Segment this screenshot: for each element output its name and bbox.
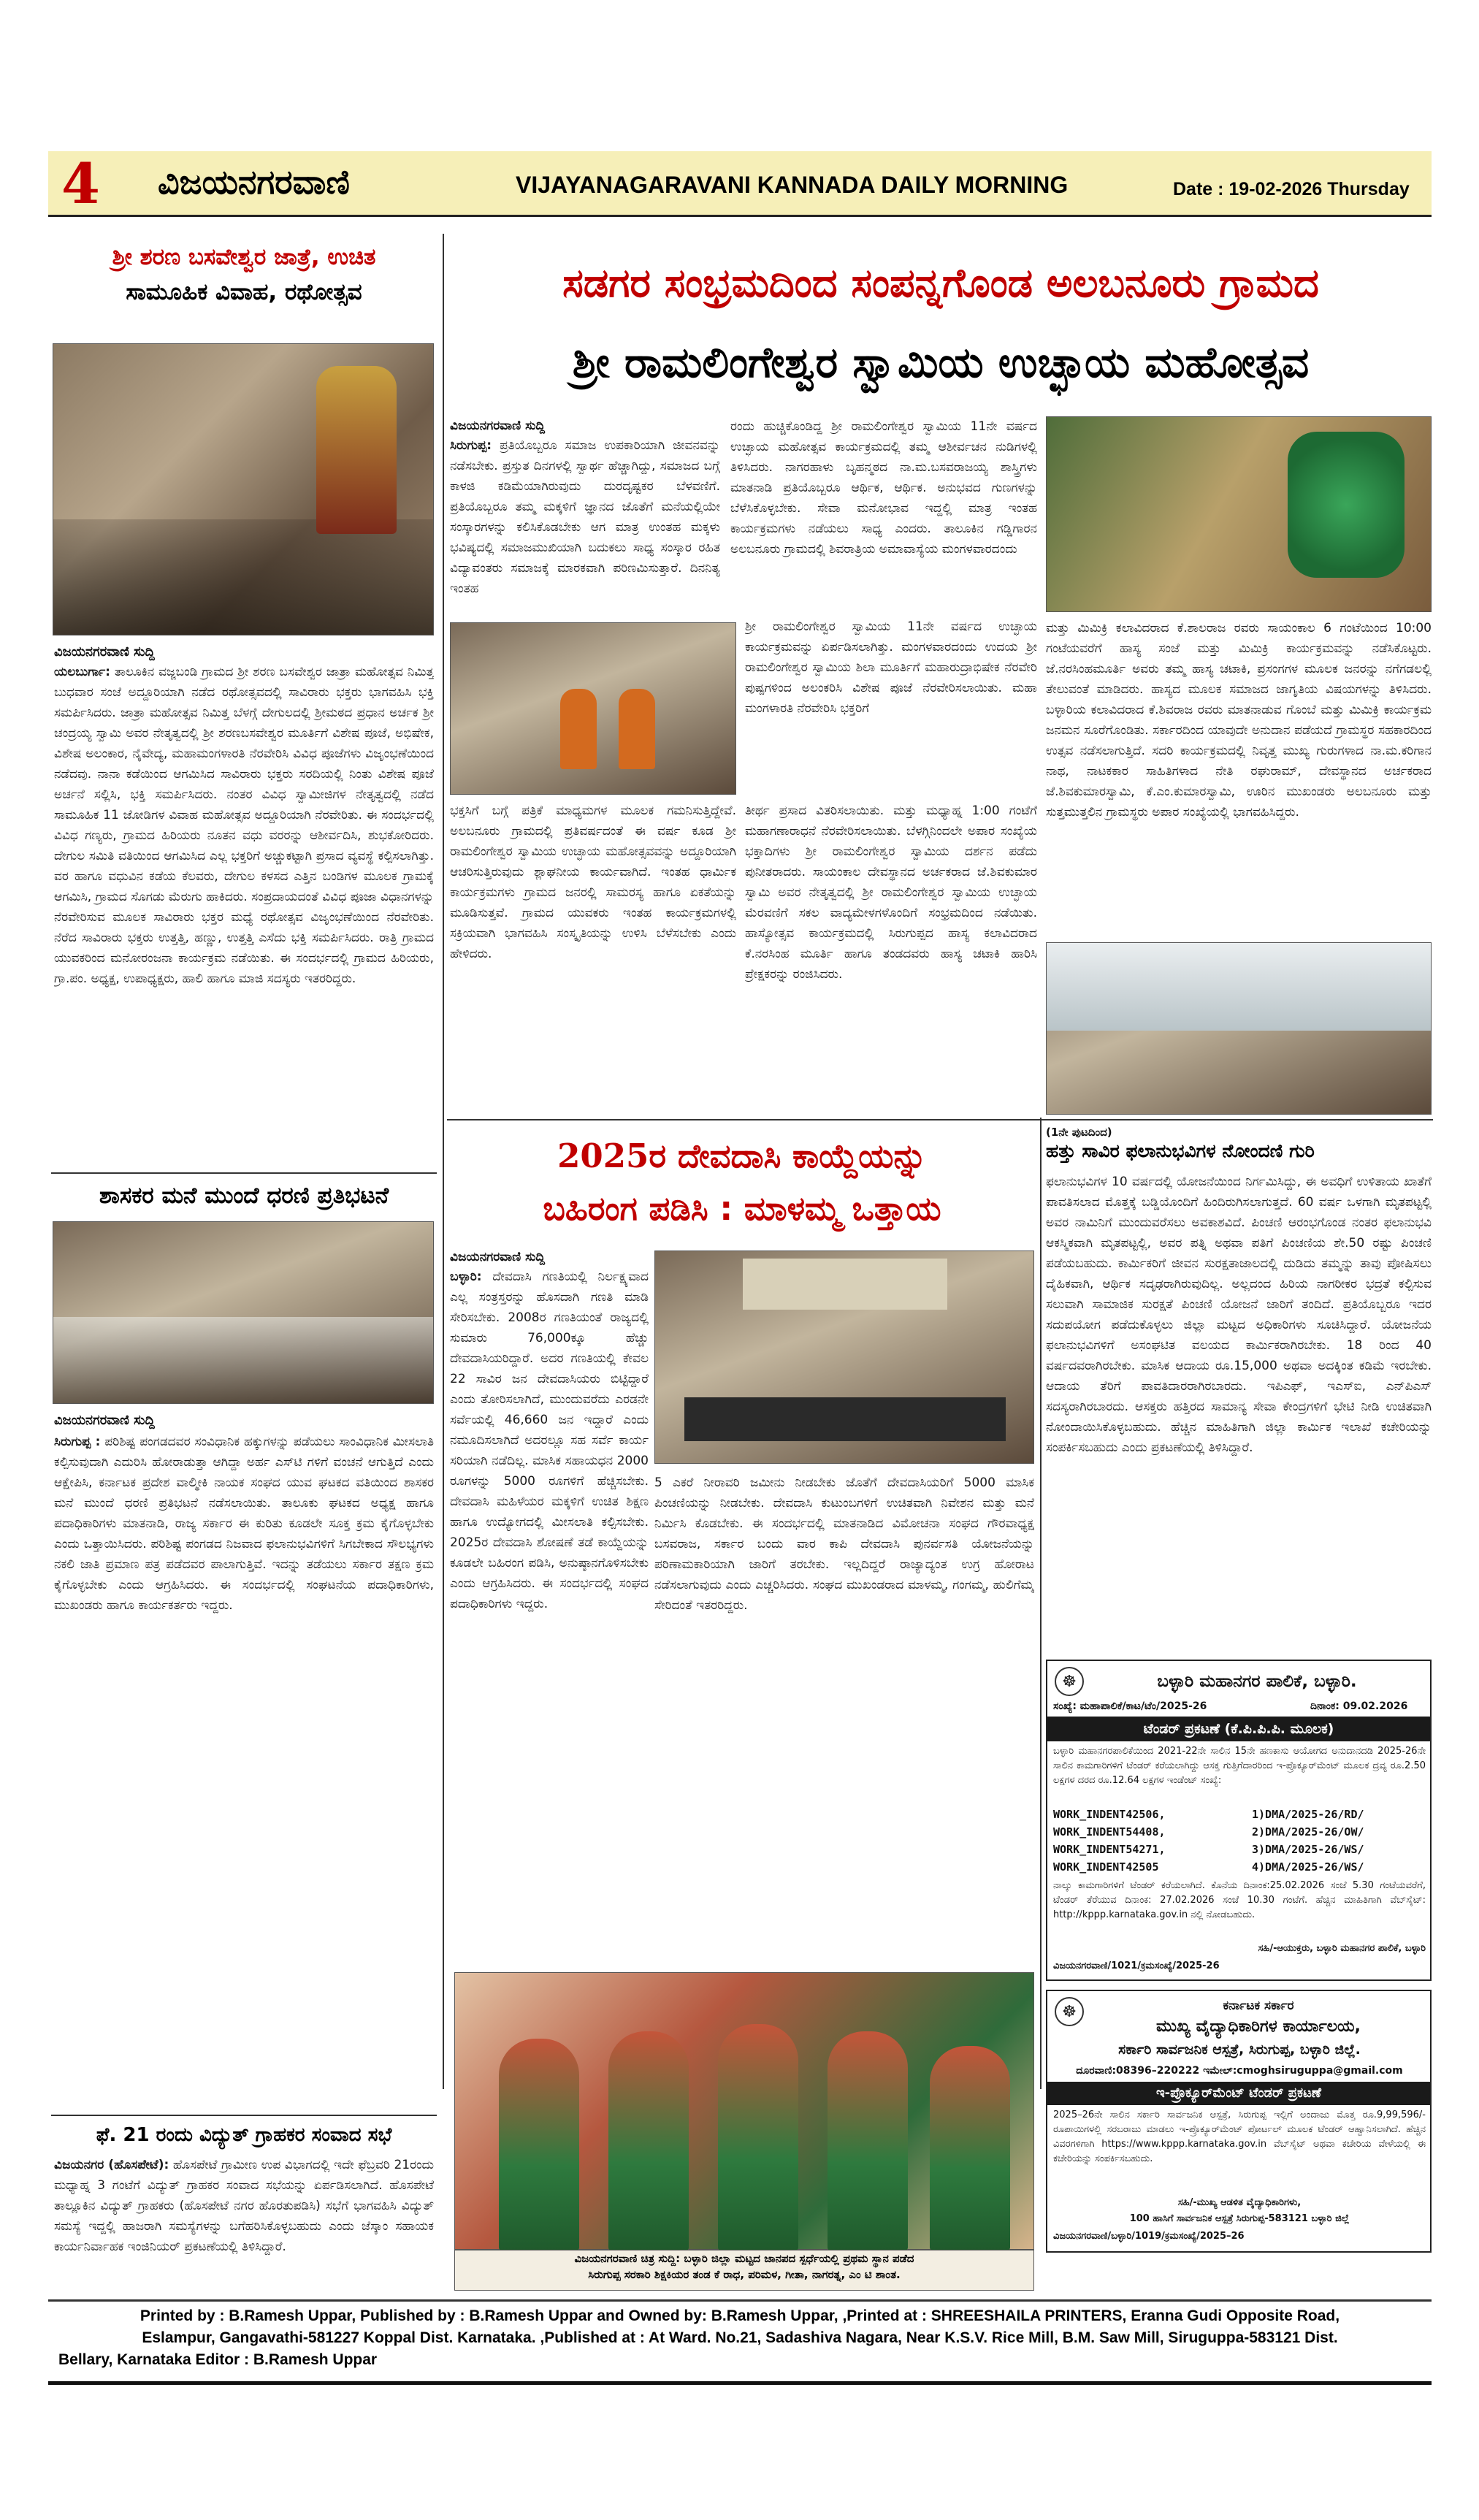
tender-indent-left: WORK_INDENT54408, — [1053, 1825, 1166, 1839]
tender-footer: ವಿಜಯನಗರವಾಣಿ/1021/ಕ್ರಮಸಂಖ್ಯೆ/2025-26 — [1053, 1960, 1220, 1971]
lead-col-right1: ಮತ್ತು ಮಿಮಿಕ್ರಿ ಕಲಾವಿದರಾದ ಕೆ.ಶಾಲರಾಜ ರವರು ಸಾಯಂಕಾಲ 6 ಗಂಟೆಯಿಂದ 10:00 ಗಂಟೆಯವರೆಗೆ ಹಾಸ್ಯ ಸಂಜೆ ಮತ್ತು ಮಿಮಿಕ್ರಿ ಕಾರ್ಯಕ್ರಮವನ್ನು ನಡೆಸಿಕೊಟ್ಟರು. ಜೆ.ನರಸಿಂಹಮೂರ್ತಿ ಅವರು ತಮ್ಮ ಹಾಸ್ಯ ಚಟಾಕಿ, ಪ್ರಸಂಗಗಳ ಮೂಲಕ ಜನರನ್ನು ನಗೆಗಡಲಲ್ಲಿ ತೇಲುವಂತೆ ಮಾಡಿದರು. ಹಾಸ್ಯದ ಮೂಲಕ ಸಮಾಜದ ಜಾಗೃತಿಯ ವಿಷಯಗಳನ್ನು ತಿಳಿಸಿದರು. ಬಳ್ಳಾರಿಯ ಕಲಾವಿದರಾದ ಕೆ.ಶಿವರಾಜ ರವರು ಮಾತನಾಡುವ ಗೊಂಬೆ ಮತ್ತು ಮಿಮಿಕ್ರಿ ಕಾರ್ಯಕ್ರಮ ಜನಮನ ಸೂರೆಗೊಂಡಿತು. ಸರ್ಕಾರದಿಂದ ಯಾವುದೇ ಅನುದಾನ ಪಡೆಯದೆ ಗ್ರಾಮಸ್ಥರ ಸಹಕಾರದಿಂದ ಉತ್ಸವ ನಡೆಸಲಾಗುತ್ತಿದೆ. ಸದರಿ ಕಾರ್ಯಕ್ರಮದಲ್ಲಿ ನಿವೃತ್ತ ಮುಖ್ಯ ಗುರುಗಳಾದ ನಾ.ಮ.ಕರಿಗಾನ ನಾಥ, ನಾಟಕಕಾರ ಸಾಹಿತಿಗಳಾದ ನೇತಿ ರಘುರಾಮ್, ದೇವಸ್ಥಾನದ ಅರ್ಚಕರಾದ ಜೆ.ಶಿವಕುಮಾರಸ್ವಾಮಿ, ಕೆ.ಎಂ.ಕುಮಾರಸ್ವಾಮಿ, ಊರಿನ ಮುಖಂಡರು ಅಲಬನೂರು ಮತ್ತು ಸುತ್ತಮುತ್ತಲಿನ ಗ್ರಾಮಸ್ಥರು ಅಪಾರ ಸಂಖ್ಯೆಯಲ್ಲಿ ಭಾಗವಹಿಸಿದ್ದರು. — [1046, 621, 1432, 820]
left-story2-body-text: ಪರಿಶಿಷ್ಟ ಪಂಗಡದವರ ಸಂವಿಧಾನಿಕ ಹಕ್ಕುಗಳನ್ನು ಪಡೆಯಲು ಸಾಂವಿಧಾನಿಕ ಮೀಸಲಾತಿ ಕಲ್ಪಿಸುವುದಾಗಿ ಎದುರಿಸಿ ಹೋರಾಡುತ್ತಾ ಆಗಿದ್ದಾ ಅರ್ಹ ಎಸ್‌ಟಿ ಗಳಿಗೆ ವಂಚನೆ ಆಗುತ್ತಿದೆ ಎಂದು ಆಕ್ಷೇಪಿಸಿ, ಕರ್ನಾಟಕ ಪ್ರದೇಶ ವಾಲ್ಮೀಕಿ ನಾಯಕ ಸಂಘದ ಯುವ ಘಟಕದ ವತಿಯಿಂದ ಶಾಸಕರ ಮನೆ ಮುಂದೆ ಧರಣಿ ಪ್ರತಿಭಟನೆ ನಡೆಸಲಾಯಿತು. ತಾಲೂಕು ಘಟಕದ ಅಧ್ಯಕ್ಷ ಹಾಗೂ ಪದಾಧಿಕಾರಿಗಳು ಮಾತನಾಡಿ, ರಾಜ್ಯ ಸರ್ಕಾರ ಈ ಕುರಿತು ಕೂಡಲೇ ಸೂಕ್ತ ಕ್ರಮ ಕೈಗೊಳ್ಳಬೇಕು ಎಂದು ಒತ್ತಾಯಿಸಿದರು. ಪರಿಶಿಷ್ಟ ಪಂಗಡದ ನಿಜವಾದ ಫಲಾನುಭವಿಗಳಿಗೆ ಸಿಗಬೇಕಾದ ಸೌಲಭ್ಯಗಳು ನಕಲಿ ಜಾತಿ ಪ್ರಮಾಣ ಪತ್ರ ಪಡೆದವರ ಪಾಲಾಗುತ್ತಿವೆ. ಇದನ್ನು ತಡೆಯಲು ಸರ್ಕಾರ ತಕ್ಷಣ ಕ್ರಮ ಕೈಗೊಳ್ಳಬೇಕು ಎಂದು ಆಗ್ರಹಿಸಿದರು. ಈ ಸಂದರ್ಭದಲ್ಲಿ ಸಂಘಟನೆಯ ಪದಾಧಿಕಾರಿಗಳು, ಮುಖಂಡರು ಹಾಗೂ ಕಾರ್ಯಕರ್ತರು ಇದ್ದರು. — [54, 1435, 434, 1613]
folk-team-caption-line1: ವಿಜಯನಗರವಾಣಿ ಚಿತ್ರ ಸುದ್ದಿ: ಬಳ್ಳಾರಿ ಜಿಲ್ಲಾ ಮಟ್ಟದ ಜಾನಪದ ಸ್ಪರ್ಧೆಯಲ್ಲಿ ಪ್ರಥಮ ಸ್ಥಾನ ಪಡೆದ — [574, 2252, 914, 2265]
lead-headline: ಸಡಗರ ಸಂಭ್ರಮದಿಂದ ಸಂಪನ್ನಗೊಂಡ ಅಲಬನೂರು ಗ್ರಾಮದ — [562, 260, 1319, 306]
devadasi-col1-text: ದೇವದಾಸಿ ಗಣತಿಯಲ್ಲಿ ನಿರ್ಲಕ್ಷ್ಯವಾದ ಎಲ್ಲ ಸಂತ್ರಸ್ತರನ್ನು ಹೊಸದಾಗಿ ಗಣತಿ ಮಾಡಿ ಸೇರಿಸಬೇಕು. 2008ರ ಗಣತಿಯಂತೆ ರಾಜ್ಯದಲ್ಲಿ ಸುಮಾರು 76,000ಕ್ಕೂ ಹೆಚ್ಚು ದೇವದಾಸಿಯರಿದ್ದಾರೆ. ಅದರ ಗಣತಿಯಲ್ಲಿ ಕೇವಲ 22 ಸಾವಿರ ಜನ ದೇವದಾಸಿಯರು ಬಿಟ್ಟಿದ್ದಾರೆ ಎಂದು ತೋರಿಸಲಾಗಿದೆ, ಮುಂದುವರೆದು ಎರಡನೇ ಸರ್ವೆಯಲ್ಲಿ 46,660 ಜನ ಇದ್ದಾರೆ ಎಂದು ನಮೂದಿಸಲಾಗಿದೆ ಅದರಲ್ಲೂ ಸಹ ಸರ್ವೆ ಕಾರ್ಯ ಸರಿಯಾಗಿ ನಡೆದಿಲ್ಲ. ಮಾಸಿಕ ಸಹಾಯಧನ 2000 ರೂಗಳನ್ನು 5000 ರೂಗಳಿಗೆ ಹೆಚ್ಚಿಸಬೇಕು. ದೇವದಾಸಿ ಮಹಿಳೆಯರ ಮಕ್ಕಳಿಗೆ ಉಚಿತ ಶಿಕ್ಷಣ ಹಾಗೂ ಉದ್ಯೋಗದಲ್ಲಿ ಮೀಸಲಾತಿ ಕಲ್ಪಿಸಬೇಕು. 2025ರ ದೇವದಾಸಿ ಶೋಷಣೆ ತಡೆ ಕಾಯ್ದೆಯನ್ನು ಕೂಡಲೇ ಬಹಿರಂಗ ಪಡಿಸಿ, ಅನುಷ್ಠಾನಗೊಳಿಸಬೇಕು ಎಂದು ಆಗ್ರಹಿಸಿದರು. ಈ ಸಂದರ್ಭದಲ್ಲಿ ಸಂಘದ ಪದಾಧಿಕಾರಿಗಳು ಇದ್ದರು. — [450, 1269, 649, 1611]
devadasi-byline: ವಿಜಯನಗರವಾಣಿ ಸುದ್ದಿ — [450, 1250, 546, 1264]
beneficiary-tag: (1ನೇ ಪುಟದಿಂದ) — [1046, 1126, 1112, 1139]
left-story3-body-text: ಹೊಸಪೇಟೆ ಗ್ರಾಮೀಣ ಉಪ ವಿಭಾಗದಲ್ಲಿ ಇದೇ ಫೆಬ್ರವರಿ 21ರಂದು ಮಧ್ಯಾಹ್ನ 3 ಗಂಟೆಗೆ ವಿದ್ಯುತ್ ಗ್ರಾಹಕರ ಸಂವಾದ ಸಭೆಯನ್ನು ಏರ್ಪಡಿಸಲಾಗಿದೆ. ಹೊಸಪೇಟೆ ತಾಲ್ಲೂಕಿನ ವಿದ್ಯುತ್ ಗ್ರಾಹಕರು (ಹೊಸಪೇಟೆ ನಗರ ಹೊರತುಪಡಿಸಿ) ಸಭೆಗೆ ಭಾಗವಹಿಸಿ ವಿದ್ಯುತ್ ಸಮಸ್ಯೆ ಇದ್ದಲ್ಲಿ ಹಾಜರಾಗಿ ಸಮಸ್ಯೆಗಳನ್ನು ಬಗೆಹರಿಸಿಕೊಳ್ಳಬಹುದು ಎಂದು ಜೆಸ್ಕಾಂ ಸಹಾಯಕ ಕಾರ್ಯನಿರ್ವಾಹಕ ಇಂಜಿನಿಯರ್ ಪ್ರಕಟಣೆಯಲ್ಲಿ ತಿಳಿಸಿದ್ದಾರೆ. — [54, 2158, 434, 2254]
crowd-shape — [53, 519, 433, 635]
stage-backdrop-shape — [1047, 943, 1431, 1031]
hospital-signature-place: 100 ಹಾಸಿಗೆ ಸಾರ್ವಜನಿಕ ಆಸ್ಪತ್ರೆ ಸಿರುಗುಪ್ಪ-583121 ಬಳ್ಳಾರಿ ಜಿಲ್ಲೆ — [1129, 2213, 1350, 2224]
hospital-footer: ವಿಜಯನಗರವಾಣಿ/ಬಳ್ಳಾರಿ/1019/ಕ್ರಮಸಂಖ್ಯೆ/2025–26 — [1053, 2231, 1245, 2242]
beneficiary-headline: ಹತ್ತು ಸಾವಿರ ಫಲಾನುಭವಿಗಳ ನೋಂದಣಿ ಗುರಿ — [1046, 1140, 1315, 1161]
idol-float-shape — [1288, 432, 1405, 578]
emblem-icon: ☸ — [1055, 1997, 1084, 2026]
lead-col-lower2: ತೀರ್ಥ ಪ್ರಸಾದ ವಿತರಿಸಲಾಯಿತು. ಮತ್ತು ಮಧ್ಯಾಹ್ನ 1:00 ಗಂಟೆಗೆ ಮಹಾಗಣಾರಾಧನೆ ನೆರವೇರಿಸಲಾಯಿತು. ಬೆಳಗ್ಗಿನಿಂದಲೇ ಅಪಾರ ಸಂಖ್ಯೆಯ ಭಕ್ತಾದಿಗಳು ಶ್ರೀ ರಾಮಲಿಂಗೇಶ್ವರ ಸ್ವಾಮಿಯ ದರ್ಶನ ಪಡೆದು ಪುನೀತರಾದರು. ಸಾಯಂಕಾಲ ದೇವಸ್ಥಾನದ ಅರ್ಚಕರಾದ ಜೆ.ಶಿವಕುಮಾರ ಸ್ವಾಮಿ ಅವರ ನೇತೃತ್ವದಲ್ಲಿ ಶ್ರೀ ರಾಮಲಿಂಗೇಶ್ವರ ಸ್ವಾಮಿಯ ಉಚ್ಛಾಯ ಮೆರವಣಿಗೆ ಸಕಲ ವಾದ್ಯಮೇಳಗಳೊಂದಿಗೆ ಸಂಭ್ರಮದಿಂದ ನಡೆಯಿತು. ಹಾಸ್ಯೋತ್ಸವ ಕಾರ್ಯಕ್ರಮದಲ್ಲಿ ಸಿರುಗುಪ್ಪದ ಹಾಸ್ಯ ಕಲಾವಿದರಾದ ಕೆ.ನರಸಿಂಹ ಮೂರ್ತಿ ಹಾಗೂ ತಂಡದವರು ಹಾಸ್ಯ ಚಟಾಕಿ ಹಾರಿಸಿ ಪ್ರೇಕ್ಷಕರನ್ನು ರಂಜಿಸಿದರು. — [745, 803, 1037, 982]
imprint-rule — [48, 2381, 1432, 2385]
left-story1-dateline: ಯಲಬುರ್ಗಾ: — [54, 665, 110, 679]
tender-band: ಟೆಂಡರ್ ಪ್ರಕಟಣೆ (ಕೆ.ಪಿ.ಪಿ.ಪಿ. ಮೂಲಕ) — [1047, 1717, 1430, 1741]
dancer-shape — [718, 2024, 798, 2250]
imprint — [48, 2305, 1432, 2378]
column-divider — [443, 234, 444, 2089]
lead-byline: ವಿಜಯನಗರವಾಣಿ ಸುದ್ದಿ — [450, 419, 546, 433]
lead-col1 — [450, 435, 720, 616]
imprint-line1: Printed by : B.Ramesh Uppar, Published by : B.Ramesh Uppar and Owned by: B.Ramesh Uppar, ,Printed at : SHREESHAILA PRINTERS, Eranna Gudi Opposite Road, — [140, 2307, 1340, 2324]
left-story2-headline: ಶಾಸಕರ ಮನೆ ಮುಂದೆ ಧರಣಿ ಪ್ರತಿಭಟನೆ — [99, 1183, 389, 1209]
emblem-icon: ☸ — [1055, 1667, 1084, 1696]
left-story1-headline-2: ಸಾಮೂಹಿಕ ವಿವಾಹ, ರಥೋತ್ಸವ — [126, 279, 362, 305]
banner-shape — [743, 1259, 947, 1310]
lead-dateline: ಸಿರುಗುಪ್ಪ: — [450, 438, 492, 453]
table-shape — [684, 1397, 1006, 1441]
left-story1-body-text: ತಾಲೂಕಿನ ವಜ್ಜಬಂಡಿ ಗ್ರಾಮದ ಶ್ರೀ ಶರಣ ಬಸವೇಶ್ವರ ಜಾತ್ರಾ ಮಹೋತ್ಸವ ನಿಮಿತ್ತ ಬುಧವಾರ ಸಂಜೆ ಅದ್ದೂರಿಯಾಗಿ ನಡೆದ ರಥೋತ್ಸವದಲ್ಲಿ ಸಾವಿರಾರು ಭಕ್ತರು ಭಾಗವಹಿಸಿ ಭಕ್ತಿ ಸಮರ್ಪಿಸಿದರು. ಜಾತ್ರಾ ಮಹೋತ್ಸವ ನಿಮಿತ್ತ ಬೆಳಗ್ಗೆ ದೇಗುಲದಲ್ಲಿ ಶ್ರೀಮಠದ ಪ್ರಧಾನ ಅರ್ಚಕ ಶ್ರೀ ಚಂದ್ರಯ್ಯ ಸ್ವಾಮಿ ಅವರ ನೇತೃತ್ವದಲ್ಲಿ ಶ್ರೀ ಶರಣಬಸವೇಶ್ವರ ಮೂರ್ತಿಗೆ ವಿಶೇಷ ಪೂಜೆ, ಅಭಿಷೇಕ, ವಿಶೇಷ ಅಲಂಕಾರ, ನೈವೇದ್ಯ, ಮಹಾಮಂಗಳಾರತಿ ನೆರವೇರಿಸಿ ವಿವಿಧ ಪೂಜೆಗಳು ವಿಜೃಂಭಣೆಯಿಂದ ನಡೆದವು. ನಾನಾ ಕಡೆಯಿಂದ ಆಗಮಿಸಿದ ಸಾವಿರಾರು ಭಕ್ತರು ಸರದಿಯಲ್ಲಿ ನಿಂತು ವಿಶೇಷ ಪೂಜೆ ಅರ್ಚನೆ ಸಲ್ಲಿಸಿ, ಭಕ್ತಿ ಸಮರ್ಪಿಸಿದರು. ನಂತರ ವಿವಿಧ ಸ್ವಾಮೀಜಿಗಳ ನೇತೃತ್ವದಲ್ಲಿ ನಡೆದ ಸಾಮೂಹಿಕ 11 ಜೋಡಿಗಳ ವಿವಾಹ ಮಹೋತ್ಸವ ಅದ್ದೂರಿಯಾಗಿ ನೆರವೇರಿತು. ಈ ಸಂದರ್ಭದಲ್ಲಿ ವಿವಿಧ ಗಣ್ಯರು, ಗ್ರಾಮದ ಹಿರಿಯರು ನೂತನ ವಧು ವರರನ್ನು ಆಶೀರ್ವದಿಸಿ, ಶುಭಕೋರಿದರು. ದೇಗುಲ ಸಮಿತಿ ವತಿಯಿಂದ ಆಗಮಿಸಿದ ಎಲ್ಲ ಭಕ್ತರಿಗೆ ಅಚ್ಚುಕಟ್ಟಾಗಿ ಪ್ರಸಾದ ವ್ಯವಸ್ಥೆ ಕಲ್ಪಿಸಲಾಗಿತ್ತು. ವರ ಹಾಗೂ ವಧುವಿನ ಕಡೆಯ ಕೆಲವರು, ದೇಗುಲ ಕಳಸದ ಎತ್ತಿನ ಬಂಡಿಗಳ ಮೂಲಕ ಗ್ರಾಮಕ್ಕೆ ಆಗಮಿಸಿ, ಗ್ರಾಮದ ಸೊಗಡು ಮೆರುಗು ಹಾಕಿದರು. ಸಂಪ್ರದಾಯದಂತೆ ವಿವಿಧ ಪೂಜಾ ವಿಧಾನಗಳನ್ನು ನೆರವೇರಿಸುವ ಮೂಲಕ ಸಾವಿರಾರು ಭಕ್ತರ ಮಧ್ಯೆ ರಥೋತ್ಸವ ವಿಜೃಂಭಣೆಯಿಂದ ನೆರವೇರಿತು. ನೆರೆದ ಸಾವಿರಾರು ಭಕ್ತರು ಉತ್ತತ್ತಿ, ಹಣ್ಣು, ಉತ್ತತ್ತಿ ಎಸೆದು ಭಕ್ತಿ ಸಮರ್ಪಿಸಿದರು. ರಾತ್ರಿ ಗ್ರಾಮದ ಯುವಕರಿಂದ ಮನೋರಂಜನಾ ಕಾರ್ಯಕ್ರಮ ನಡೆಯಿತು. ಈ ಸಂದರ್ಭದಲ್ಲಿ ಗ್ರಾಮದ ಹಿರಿಯರು, ಗ್ರಾ.ಪಂ. ಅಧ್ಯಕ್ಷ, ಉಪಾಧ್ಯಕ್ಷರು, ಹಾಲಿ ಹಾಗೂ ಮಾಜಿ ಸದಸ್ಯರು ಇತರರಿದ್ದರು. — [54, 665, 434, 986]
hospital-signature-role: ಸಹಿ/-ಮುಖ್ಯ ಆಡಳಿತ ವೈದ್ಯಾಧಿಕಾರಿಗಳು, — [1177, 2197, 1302, 2208]
left-story3-headline: ಫೆ. 21 ರಂದು ವಿದ್ಯುತ್ ಗ್ರಾಹಕರ ಸಂವಾದ ಸಭೆ — [96, 2124, 392, 2146]
folk-team-photo — [454, 1972, 1034, 2250]
hospital-notice — [1046, 1990, 1432, 2253]
masthead-name-kannada: ವಿಜಯನಗರವಾಣಿ — [158, 162, 350, 202]
procession-photo — [1046, 416, 1432, 612]
imprint-line2: Eslampur, Gangavathi-581227 Koppal Dist. Karnataka. ,Published at : At Ward. No.21, Sadashiva Nagara, Near K.S.V. Rice Mill, B.M. Saw Mill, Siruguppa-583121 Dist. — [142, 2329, 1338, 2346]
chariot-shape — [316, 366, 397, 534]
beneficiary-body: ಫಲಾನುಭವಿಗಳ 10 ವರ್ಷದಲ್ಲಿ ಯೋಜನೆಯಿಂದ ನಿರ್ಗಮಿಸಿದ್ದು, ಈ ಅವಧಿಗೆ ಉಳಿತಾಯ ಖಾತೆಗೆ ಪಾವತಿಸಲಾದ ಮೊತ್ತಕ್ಕೆ ಬಡ್ಡಿಯೊಂದಿಗೆ ಹಿಂದಿರುಗಿಸಲಾಗುತ್ತದೆ. 60 ವರ್ಷ ಒಳಗಾಗಿ ಮೃತಪಟ್ಟಲ್ಲಿ ಅವರ ನಾಮಿನಿಗೆ ಮುಂದುವರೆಸಲು ಅವಕಾಶವಿದೆ. ಪಿಂಚಣಿ ಆರಂಭಗೊಂಡ ನಂತರ ಫಲಾನುಭವಿ ಆಕಸ್ಮಿಕವಾಗಿ ಮೃತಪಟ್ಟಲ್ಲಿ, ಅವರ ಪತ್ನಿ ಅಥವಾ ಪತಿಗೆ ಪಿಂಚಣಿಯ ಶೇ.50 ರಷ್ಟು ಪಿಂಚಣಿ ಪಡೆಯಬಹುದು. ಕಾರ್ಮಿಕರಿಗೆ ಜೀವನ ಸುರಕ್ಷತಾಜಾಲದಲ್ಲಿ ದುಡಿದು ತಮ್ಮನ್ನು ತಾವು ಪೋಷಿಸಲು ದೈಹಿಕವಾಗಿ, ಆರ್ಥಿಕ ಸದೃಢರಾಗಿರುವುದಿಲ್ಲ. ಅಲ್ಲದಂದ ಹಿರಿಯ ನಾಗರೀಕರ ಭದ್ರತೆ ಕಲ್ಪಿಸುವ ಸಲುವಾಗಿ ಸಾಮಾಜಿಕ ಸುರಕ್ಷತೆ ಪಿಂಚಣಿ ಯೋಜನೆ ಜಾರಿಗೆ ತಂದಿದೆ. ಪ್ರತಿಯೊಬ್ಬರೂ ಇದರ ಸದುಪಯೋಗ ಪಡೆದುಕೊಳ್ಳಲು ಜಿಲ್ಲಾ ಮಟ್ಟದ ಅಧಿಕಾರಿಗಳು ಸೂಚಿಸಿದ್ದಾರೆ. ಯೋಜನೆಯ ಫಲಾನುಭವಿಗಳಿಗೆ ಅಸಂಘಟಿತ ವಲಯದ ಕಾರ್ಮಿಕರಾಗಿರಬೇಕು. 18 ರಿಂದ 40 ವರ್ಷದವರಾಗಿರಬೇಕು. ಮಾಸಿಕ ಆದಾಯ ರೂ.15,000 ಅಥವಾ ಅದಕ್ಕಿಂತ ಕಡಿಮೆ ಇರಬೇಕು. ಆದಾಯ ತೆರಿಗೆ ಪಾವತಿದಾರರಾಗಿರಬಾರದು. ಇಪಿಎಫ್, ಇಎಸ್‌ಐ, ಎನ್‌ಪಿಎಸ್ ಸದಸ್ಯರಾಗಿರಬಾರದು. ಆಸಕ್ತರು ಹತ್ತಿರದ ಸಾಮಾನ್ಯ ಸೇವಾ ಕೇಂದ್ರಗಳಿಗೆ ಭೇಟಿ ನೀಡಿ ಉಚಿತವಾಗಿ ನೋಂದಾಯಿಸಿಕೊಳ್ಳಬಹುದು. ಹೆಚ್ಚಿನ ಮಾಹಿತಿಗಾಗಿ ಜಿಲ್ಲಾ ಕಾರ್ಮಿಕ ಇಲಾಖೆ ಕಚೇರಿಯನ್ನು ಸಂಪರ್ಕಿಸಬಹುದು ಎಂದು ಪ್ರಕಟಣೆಯಲ್ಲಿ ತಿಳಿಸಿದ್ದಾರೆ. — [1046, 1175, 1432, 1455]
story-separator — [51, 1172, 437, 1174]
left-story1-byline: ವಿಜಯನಗರವಾಣಿ ಸುದ್ದಿ — [54, 644, 155, 660]
orange-robe-shape — [560, 689, 597, 769]
dancer-shape — [499, 2039, 579, 2250]
press-meet-photo — [654, 1251, 1034, 1464]
hospital-office: ಮುಖ್ಯ ವೈದ್ಯಾಧಿಕಾರಿಗಳ ಕಾರ್ಯಾಲಯ, — [1156, 2017, 1361, 2036]
stage-performance-photo — [1046, 942, 1432, 1115]
tender-ref-right: ದಿನಾಂಕ: 09.02.2026 — [1310, 1700, 1408, 1712]
left-story1-headline: ಶ್ರೀ ಶರಣ ಬಸವೇಶ್ವರ ಜಾತ್ರೆ, ಉಚಿತ — [112, 244, 376, 270]
dancer-shape — [608, 2031, 689, 2250]
page-number: 4 — [61, 151, 100, 216]
dancer-shape — [828, 2031, 908, 2250]
folk-team-caption — [454, 2250, 1034, 2291]
tender-indent-left: WORK_INDENT42506, — [1053, 1808, 1166, 1821]
masthead-name-english: VIJAYANAGARAVANI KANNADA DAILY MORNING — [516, 172, 1069, 198]
tender-notice — [1046, 1660, 1432, 1981]
imprint-line3: Bellary, Karnataka Editor : B.Ramesh Uppar — [58, 2351, 378, 2368]
lead-col1-text: ಪ್ರತಿಯೊಬ್ಬರೂ ಸಮಾಜ ಉಪಕಾರಿಯಾಗಿ ಜೀವನವನ್ನು ನಡೆಸಬೇಕು. ಪ್ರಸ್ತುತ ದಿನಗಳಲ್ಲಿ ಸ್ವಾರ್ಥ ಹೆಚ್ಚಾಗಿದ್ದು, ಸಮಾಜದ ಬಗ್ಗೆ ಕಾಳಜಿ ಕಡಿಮೆಯಾಗಿರುವುದು ದುರದೃಷ್ಟಕರ ಬೆಳವಣಿಗೆ. ಪ್ರತಿಯೊಬ್ಬರೂ ತಮ್ಮ ಮಕ್ಕಳಿಗೆ ಜ್ಞಾನದ ಜೊತೆಗೆ ಮನೆಯಲ್ಲಿಯೇ ಸಂಸ್ಕಾರಗಳನ್ನು ಕಲಿಸಿಕೊಡಬೇಕು ಆಗ ಮಾತ್ರ ಉಂತಹ ಮಕ್ಕಳು ಭವಿಷ್ಯದಲ್ಲಿ ಸಮಾಜಮುಖಿಯಾಗಿ ಬದುಕಲು ಸಾಧ್ಯ ಸಂಸ್ಕಾರ ರಹಿತ ವಿದ್ಯಾವಂತರು ಸಮಾಜಕ್ಕೆ ಮಾರಕವಾಗಿ ಪರಿಣಮಿಸುತ್ತಾರೆ. ದಿನನಿತ್ಯ ಇಂತಹ — [450, 438, 720, 596]
tender-indent-right: 2)DMA/2025-26/OW/ — [1252, 1825, 1364, 1839]
folk-team-caption-line2: ಸಿರುಗುಪ್ಪ ಸರಕಾರಿ ಶಿಕ್ಷಕಿಯರ ತಂಡ ಕೆ ರಾಧ, ಪರಿಮಳ, ಗೀತಾ, ನಾಗರತ್ನ, ಎಂ ಟಿ ಶಾಂತ. — [588, 2268, 901, 2281]
tender-indent-right: 4)DMA/2025-26/WS/ — [1252, 1860, 1364, 1874]
hospital-govt: ಕರ್ನಾಟಕ ಸರ್ಕಾರ — [1223, 1998, 1294, 2013]
left-story2-body — [54, 1432, 434, 2111]
tender-signature: ಸಹಿ/-ಆಯುಕ್ತರು, ಬಳ್ಳಾರಿ ಮಹಾನಗರ ಪಾಲಿಕೆ, ಬಳ್ಳಾರಿ — [1258, 1943, 1426, 1954]
masthead-date: Date : 19-02-2026 Thursday — [1173, 179, 1410, 199]
protesters-shape — [53, 1317, 433, 1403]
hospital-name: ಸರ್ಕಾರಿ ಸಾರ್ವಜನಿಕ ಆಸ್ಪತ್ರೆ, ಸಿರುಗುಪ್ಪ, ಬಳ್ಳಾರಿ ಜಿಲ್ಲೆ. — [1118, 2042, 1361, 2058]
tender-indent-right: 3)DMA/2025-26/WS/ — [1252, 1843, 1364, 1856]
left-story2-dateline: ಸಿರುಗುಪ್ಪ : — [54, 1435, 101, 1449]
devadasi-col2: 5 ಎಕರೆ ನೀರಾವರಿ ಜಮೀನು ನೀಡಬೇಕು ಜೊತೆಗೆ ದೇವದಾಸಿಯರಿಗೆ 5000 ಮಾಸಿಕ ಪಿಂಚಣಿಯನ್ನು ನೀಡಬೇಕು. ದೇವದಾಸಿ ಕುಟುಂಬಗಳಿಗೆ ಉಚಿತವಾಗಿ ನಿವೇಶನ ಮತ್ತು ಮನೆ ನಿರ್ಮಿಸಿ ಕೊಡಬೇಕು. ಈ ಸಂದರ್ಭದಲ್ಲಿ ಮಾತನಾಡಿದ ವಿಮೋಚನಾ ಸಂಘದ ಗೌರವಾಧ್ಯಕ್ಷ ಬಸವರಾಜ, ಸರ್ಕಾರ ಬಂದು ವಾರ ಕಾಪಿ ದೇವದಾಸಿ ಪುನರ್ವಸತಿ ಯೋಜನೆಯನ್ನು ಪರಿಣಾಮಕಾರಿಯಾಗಿ ಜಾರಿಗೆ ತರಬೇಕು. ಇಲ್ಲದಿದ್ದರೆ ರಾಜ್ಯಾದ್ಯಂತ ಉಗ್ರ ಹೋರಾಟ ನಡೆಸಲಾಗುವುದು ಎಂದು ಎಚ್ಚರಿಸಿದರು. ಸಂಘದ ಮುಖಂಡರಾದ ಮಾಳಮ್ಮ, ಗಂಗಮ್ಮ, ಹುಲಿಗೆಮ್ಮ ಸೇರಿದಂತೆ ಇತರರಿದ್ದರು. — [654, 1475, 1034, 1613]
tender-indent-left: WORK_INDENT54271, — [1053, 1843, 1166, 1856]
lead-col3-top: ಶ್ರೀ ರಾಮಲಿಂಗೇಶ್ವರ ಸ್ವಾಮಿಯ 11ನೇ ವರ್ಷದ ಉಚ್ಛಾಯ ಕಾರ್ಯಕ್ರಮವನ್ನು ಏರ್ಪಡಿಸಲಾಗಿತ್ತು. ಮಂಗಳವಾರದಂದು ಉದಯ ಶ್ರೀ ರಾಮಲಿಂಗೇಶ್ವರ ಸ್ವಾಮಿಯ ಶಿಲಾ ಮೂರ್ತಿಗೆ ಮಹಾರುದ್ರಾಭಿಷೇಕ ನೆರವೇರಿ ಪುಷ್ಪಗಳಿಂದ ಅಲಂಕರಿಸಿ ವಿಶೇಷ ಪೂಜೆ ನೆರವೇರಿಸಲಾಯಿತು. ಮಹಾ ಮಂಗಳಾರತಿ ನೆರವೇರಿಸಿ ಭಕ್ತರಿಗೆ — [745, 619, 1037, 716]
left-story2-byline: ವಿಜಯನಗರವಾಣಿ ಸುದ್ದಿ — [54, 1413, 155, 1428]
hospital-body: 2025–26ನೇ ಸಾಲಿನ ಸರ್ಕಾರಿ ಸಾರ್ವಜನಿಕ ಆಸ್ಪತ್ರೆ, ಸಿರುಗುಪ್ಪ ಇಲ್ಲಿಗೆ ಅಂದಾಜು ಮೊತ್ತ ರೂ.9,99,596/-ರೂಪಾಯಿಗಳಲ್ಲಿ ಸರಬರಾಜು ಮಾಡಲು ಇ-ಪ್ರೊಕ್ಯೂರ್‌ಮೆಂಟ್ ಪೋರ್ಟಲ್ ಮೂಲಕ ಟೆಂಡರ್ ಆಹ್ವಾನಿಸಲಾಗಿದೆ. ಹೆಚ್ಚಿನ ವಿವರಗಳಿಗಾಗಿ https://www.kppp.karnataka.gov.in ವೆಬ್‌ಸೈಟ್ ಅಥವಾ ಕಚೇರಿಯ ವೇಳೆಯಲ್ಲಿ ಈ ಕಚೇರಿಯನ್ನು ಸಂಪರ್ಕಿಸಬಹುದು. — [1053, 2109, 1426, 2164]
orange-robe-shape — [619, 689, 655, 769]
hospital-band: ಇ-ಪ್ರೊಕ್ಯೂರ್‌ಮೆಂಟ್ ಟೆಂಡರ್ ಪ್ರಕಟಣೆ — [1047, 2082, 1430, 2105]
tender-indent-left: WORK_INDENT42505 — [1053, 1860, 1159, 1874]
masthead — [48, 151, 1432, 217]
dancer-shape — [930, 2046, 1010, 2250]
left-story1-body — [54, 662, 434, 1166]
story-separator — [447, 1119, 1433, 1120]
imprint-rule — [48, 2299, 1432, 2302]
devadasi-col1 — [450, 1267, 649, 1661]
festival-chariot-photo — [53, 343, 434, 635]
tender-indents — [1053, 1806, 1426, 1876]
devadasi-headline: 2025ರ ದೇವದಾಸಿ ಕಾಯ್ದೆಯನ್ನು — [557, 1137, 927, 1175]
devadasi-headline-2: ಬಹಿರಂಗ ಪಡಿಸಿ : ಮಾಳಮ್ಮ ಒತ್ತಾಯ — [543, 1189, 941, 1228]
lead-col-lower1: ಭಕ್ತಸಿಗೆ ಬಗ್ಗೆ ಪತ್ರಿಕೆ ಮಾಧ್ಯಮಗಳ ಮೂಲಕ ಗಮನಿಸುತ್ತಿದ್ದೇವೆ. ಅಲಬನೂರು ಗ್ರಾಮದಲ್ಲಿ ಪ್ರತಿವರ್ಷದಂತೆ ಈ ವರ್ಷ ಕೂಡ ಶ್ರೀ ರಾಮಲಿಂಗೇಶ್ವರ ಸ್ವಾಮಿಯ ಉಚ್ಛಾಯ ಮಹೋತ್ಸವವನ್ನು ಅದ್ದೂರಿಯಾಗಿ ಆಚರಿಸುತ್ತಿರುವುದು ಶ್ಲಾಘನೀಯ ಕಾರ್ಯವಾಗಿದೆ. ಇಂತಹ ಧಾರ್ಮಿಕ ಕಾರ್ಯಕ್ರಮಗಳು ಗ್ರಾಮದ ಜನರಲ್ಲಿ ಸಾಮರಸ್ಯ ಹಾಗೂ ಏಕತೆಯನ್ನು ಮೂಡಿಸುತ್ತವೆ. ಗ್ರಾಮದ ಯುವಕರು ಇಂತಹ ಕಾರ್ಯಕ್ರಮಗಳಲ್ಲಿ ಸಕ್ರಿಯವಾಗಿ ಭಾಗವಹಿಸಿ ಸಂಸ್ಕೃತಿಯನ್ನು ಉಳಿಸಿ ಬೆಳೆಸಬೇಕು ಎಂದು ಹೇಳಿದರು. — [450, 803, 736, 961]
tender-body-top: ಬಳ್ಳಾರಿ ಮಹಾನಗರಪಾಲಿಕೆಯಿಂದ 2021-22ನೇ ಸಾಲಿನ 15ನೇ ಹಣಕಾಸು ಆಯೋಗದ ಅನುದಾನದಡಿ 2025-26ನೇ ಸಾಲಿನ ಕಾಮಗಾರಿಗಳಿಗೆ ಟೆಂಡರ್ ಕರೆಯಲಾಗಿದ್ದು ಆಸಕ್ತ ಗುತ್ತಿಗೆದಾರರಿಂದ ಇ-ಪ್ರೊಕ್ಯೂರ್‌ಮೆಂಟ್ ಮೂಲಕ ದ್ರವ್ಯ ರೂ.2.50 ಲಕ್ಷಗಳ ದರದ ರೂ.12.64 ಲಕ್ಷಗಳ ಇಂಡೆಂಟ್ ಸಂಖ್ಯೆ: — [1053, 1746, 1426, 1786]
lead-headline-2: ಶ್ರೀ ರಾಮಲಿಂಗೇಶ್ವರ ಸ್ವಾಮಿಯ ಉಚ್ಛಾಯ ಮಹೋತ್ಸವ — [572, 337, 1310, 387]
tender-indent-right: 1)DMA/2025-26/RD/ — [1252, 1808, 1364, 1821]
lead-col2: ರಂದು ಹುಚ್ಚಿಕೊಂಡಿದ್ದ ಶ್ರೀ ರಾಮಲಿಂಗೇಶ್ವರ ಸ್ವಾಮಿಯ 11ನೇ ವರ್ಷದ ಉಚ್ಛಾಯ ಮಹೋತ್ಸವ ಕಾರ್ಯಕ್ರಮದಲ್ಲಿ ತಮ್ಮ ಆಶೀರ್ವಚನ ನುಡಿಗಳಲ್ಲಿ ತಿಳಿಸಿದರು. ನಾಗರಹಾಳು ಬೃಹನ್ಮಠದ ನಾ.ಮ.ಬಸವರಾಜಯ್ಯ ಶಾಸ್ತ್ರಿಗಳು ಮಾತನಾಡಿ ಪ್ರತಿಯೊಬ್ಬರೂ ಆರ್ಥಿಕ, ಆರ್ಥಿಕ. ಅನುಭವದ ಗುಣಗಳನ್ನು ಬೆಳೆಸಿಕೊಳ್ಳಬೇಕು. ಸೇವಾ ಮನೋಭಾವ ಇದ್ದಲ್ಲಿ ಮಾತ್ರ ಇಂತಹ ಕಾರ್ಯಕ್ರಮಗಳು ನಡೆಯಲು ಸಾಧ್ಯ ಎಂದರು. ತಾಲೂಕಿನ ಗಡ್ಡಿಗಾರನ ಅಲಬನೂರು ಗ್ರಾಮದಲ್ಲಿ ಶಿವರಾತ್ರಿಯ ಅಮಾವಾಸ್ಯೆಯ ಮಂಗಳವಾರದಂದು — [730, 419, 1037, 557]
tender-ref-left: ಸಂಖ್ಯೆ: ಮಹಾಪಾಲಿಕೆ/ಕಾಟ/ಟೆಂ/2025-26 — [1053, 1700, 1207, 1712]
hospital-contact: ದೂರವಾಣಿ:08396–220222 ಇಮೇಲ್:cmoghsiruguppa@gmail.com — [1076, 2065, 1403, 2077]
story-separator — [51, 2115, 437, 2116]
left-story3-dateline: ವಿಜಯನಗರ (ಹೊಸಪೇಟೆ): — [54, 2158, 169, 2172]
devadasi-dateline: ಬಳ್ಳಾರಿ: — [450, 1269, 482, 1284]
column-divider — [1040, 1118, 1042, 2089]
tender-title: ಬಳ್ಳಾರಿ ಮಹಾನಗರ ಪಾಲಿಕೆ, ಬಳ್ಳಾರಿ. — [1157, 1672, 1357, 1691]
temple-meeting-photo — [450, 622, 736, 795]
tender-body-bottom: ನಾಲ್ಕು ಕಾಮಗಾರಿಗಳಿಗೆ ಟೆಂಡರ್ ಕರೆಯಲಾಗಿದೆ. ಕೊನೆಯ ದಿನಾಂಕ:25.02.2026 ಸಂಜೆ 5.30 ಗಂಟೆಯವರೆಗೆ, ಟೆಂಡರ್ ತೆರೆಯುವ ದಿನಾಂಕ: 27.02.2026 ಸಂಜೆ 10.30 ಗಂಟೆಗೆ. ಹೆಚ್ಚಿನ ಮಾಹಿತಿಗಾಗಿ ವೆಬ್‌ಸೈಟ್: http://kppp.karnataka.gov.in ನಲ್ಲಿ ನೋಡಬಹುದು. — [1053, 1880, 1426, 1920]
protest-photo — [53, 1221, 434, 1404]
